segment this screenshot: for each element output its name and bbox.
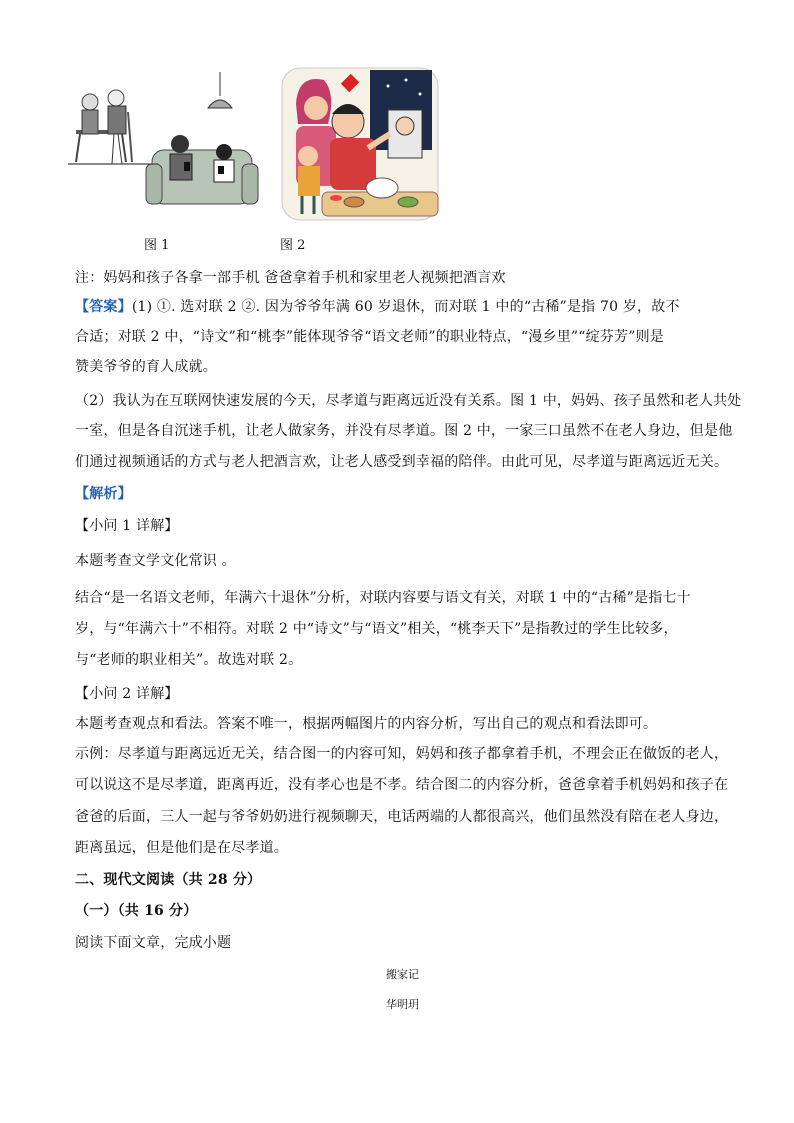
answer-line-2: 合适；对联 2 中，“诗文”和“桃李”能体现爷爷“语文老师”的职业特点，“漫乡里”“绽芬芳”则是 — [75, 329, 664, 345]
q2-line-2: 示例：尽孝道与距离远近无关，结合图一的内容可知，妈妈和孩子都拿着手机，不理会正在做饭的老人， — [75, 746, 729, 762]
answer-line-5: 一室，但是各自沉迷手机，让老人做家务，并没有尽孝道。图 2 中，一家三口虽然不在老人身边，但是他 — [75, 423, 733, 439]
q1-line-4: 与“老师的职业相关”。故选对联 2。 — [75, 652, 303, 668]
answer-line-6: 们通过视频通话的方式与老人把酒言欢，让老人感受到幸福的陪伴。由此可见，尽孝道与距离远近无关。 — [75, 454, 729, 470]
section-2-subtitle: （一）（共 16 分） — [75, 903, 198, 919]
q1-line-2: 结合“是一名语文老师，年满六十退休”分析，对联内容要与语文有关，对联 1 中的“古稀”是指七十 — [75, 590, 691, 606]
q2-line-1: 本题考查观点和看法。答案不唯一，根据两幅图片的内容分析，写出自己的观点和看法即可。 — [75, 716, 658, 732]
q2-line-5: 距离虽远，但是他们是在尽孝道。 — [75, 840, 288, 856]
figure-2-caption: 图 2 — [280, 238, 306, 253]
reading-instruction: 阅读下面文章，完成小题 — [75, 935, 232, 951]
figure-1-illustration — [68, 72, 263, 222]
article-title: 搬家记 — [386, 968, 419, 981]
analysis-label: 【解析】 — [75, 486, 132, 502]
answer-text-1: (1) ①. 选对联 2 ②. 因为爷爷年满 60 岁退休，而对联 1 中的“古稀”是指 70 岁，故不 — [131, 299, 680, 315]
q2-line-3: 可以说这不是尽孝道，距离再近，没有孝心也是不孝。结合图二的内容分析，爸爸拿着手机妈妈和孩子在 — [75, 777, 729, 793]
q1-line-1: 本题考查文学文化常识 。 — [75, 553, 236, 569]
answer-line-1 — [75, 296, 680, 316]
answer-line-4: （2）我认为在互联网快速发展的今天，尽孝道与距离远近没有关系。图 1 中，妈妈、孩子虽然和老人共处 — [75, 393, 742, 409]
answer-label: 【答案】 — [75, 299, 132, 315]
section-2-title: 二、现代文阅读（共 28 分） — [75, 872, 262, 888]
figure-2-illustration — [278, 64, 442, 224]
q1-line-3: 岁，与“年满六十”不相符。对联 2 中“诗文”与“语文”相关，“桃李天下”是指教过的学生比较多， — [75, 621, 678, 637]
article-author: 华明玥 — [386, 998, 419, 1011]
answer-line-3: 赞美爷爷的育人成就。 — [75, 359, 217, 375]
figure-1-caption: 图 1 — [144, 238, 170, 253]
question-2-title: 【小问 2 详解】 — [75, 686, 179, 702]
question-1-title: 【小问 1 详解】 — [75, 518, 179, 534]
figure-note: 注：妈妈和孩子各拿一部手机 爸爸拿着手机和家里老人视频把酒言欢 — [75, 270, 506, 286]
q2-line-4: 爸爸的后面，三人一起与爷爷奶奶进行视频聊天，电话两端的人都很高兴，他们虽然没有陪在老人身边， — [75, 809, 729, 825]
